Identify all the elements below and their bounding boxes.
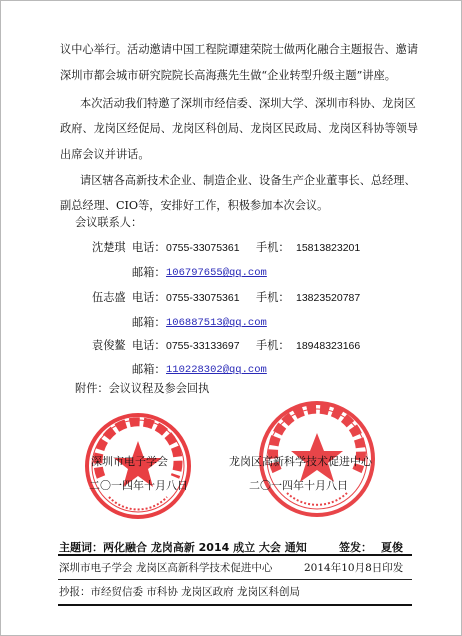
contact-email-link[interactable]: 106887513@qq.com — [166, 317, 267, 329]
mobile-label: 手机： — [256, 291, 290, 304]
body-line-4: 政府、龙岗区经促局、龙岗区科创局、龙岗区民政局、龙岗区科协等领导 — [60, 122, 419, 135]
signer-label: 签发： — [339, 541, 372, 554]
attachment-line: 附件：会议议程及参会回执 — [75, 382, 210, 395]
contacts-title: 会议联系人： — [75, 216, 143, 229]
right-signature-org: 龙岗区高新科学技术促进中心 — [229, 455, 372, 468]
body-line-7: 副总经理、CIO等，安排好工作，积极参加本次会议。 — [60, 199, 329, 212]
phone-label: 电话： — [132, 339, 166, 352]
footer-rule-bottom — [58, 604, 412, 606]
footer-rule-middle — [58, 579, 412, 580]
phone-label: 电话： — [132, 291, 166, 304]
contact-name: 沈楚琪 — [92, 241, 126, 254]
contact-email-link[interactable]: 110228302@qq.com — [166, 364, 267, 376]
issuer-line: 深圳市电子学会 龙岗区高新科学技术促进中心 — [59, 562, 273, 574]
contact-mobile: 18948323166 — [296, 340, 361, 352]
contact-email-link[interactable]: 106797655@qq.com — [166, 267, 267, 279]
phone-label: 电话： — [132, 241, 166, 254]
contact-phone: 0755-33075361 — [166, 292, 240, 304]
email-label: 邮箱： — [132, 266, 166, 279]
email-label: 邮箱： — [132, 363, 166, 376]
left-signature-date: 二〇一四年十月八日 — [89, 479, 188, 492]
body-line-1: 议中心举行。活动邀请中国工程院谭建荣院士做两化融合主题报告、邀请 — [60, 43, 419, 56]
left-signature-org: 深圳市电子学会 — [91, 455, 168, 468]
contact-phone: 0755-33133697 — [166, 340, 240, 352]
body-line-6: 请区辖各高新技术企业、制造企业、设备生产企业董事长、总经理、 — [80, 174, 416, 187]
footer-rule-top — [58, 554, 412, 556]
contact-mobile: 15813823201 — [296, 242, 361, 254]
signer-name: 夏俊 — [381, 541, 403, 554]
contact-name: 伍志盛 — [92, 291, 126, 304]
body-line-2: 深圳市都会城市研究院院长高海燕先生做“企业转型升级主题”讲座。 — [60, 69, 396, 82]
contact-mobile: 13823520787 — [296, 292, 361, 304]
right-signature-date: 二〇一四年十月八日 — [249, 479, 348, 492]
mobile-label: 手机： — [256, 241, 290, 254]
email-label: 邮箱： — [132, 316, 166, 329]
cc-line: 抄报：市经贸信委 市科协 龙岗区政府 龙岗区科创局 — [59, 586, 301, 598]
keywords-line: 主题词：两化融合 龙岗高新 2014 成立 大会 通知 — [59, 541, 307, 554]
contact-phone: 0755-33075361 — [166, 242, 240, 254]
contact-name: 袁俊鳌 — [92, 339, 126, 352]
body-line-5: 出席会议并讲话。 — [60, 148, 150, 161]
body-line-3: 本次活动我们特邀了深圳市经信委、深圳大学、深圳市科协、龙岗区 — [80, 97, 416, 110]
mobile-label: 手机： — [256, 339, 290, 352]
issue-date: 2014年10月8日印发 — [304, 562, 404, 574]
